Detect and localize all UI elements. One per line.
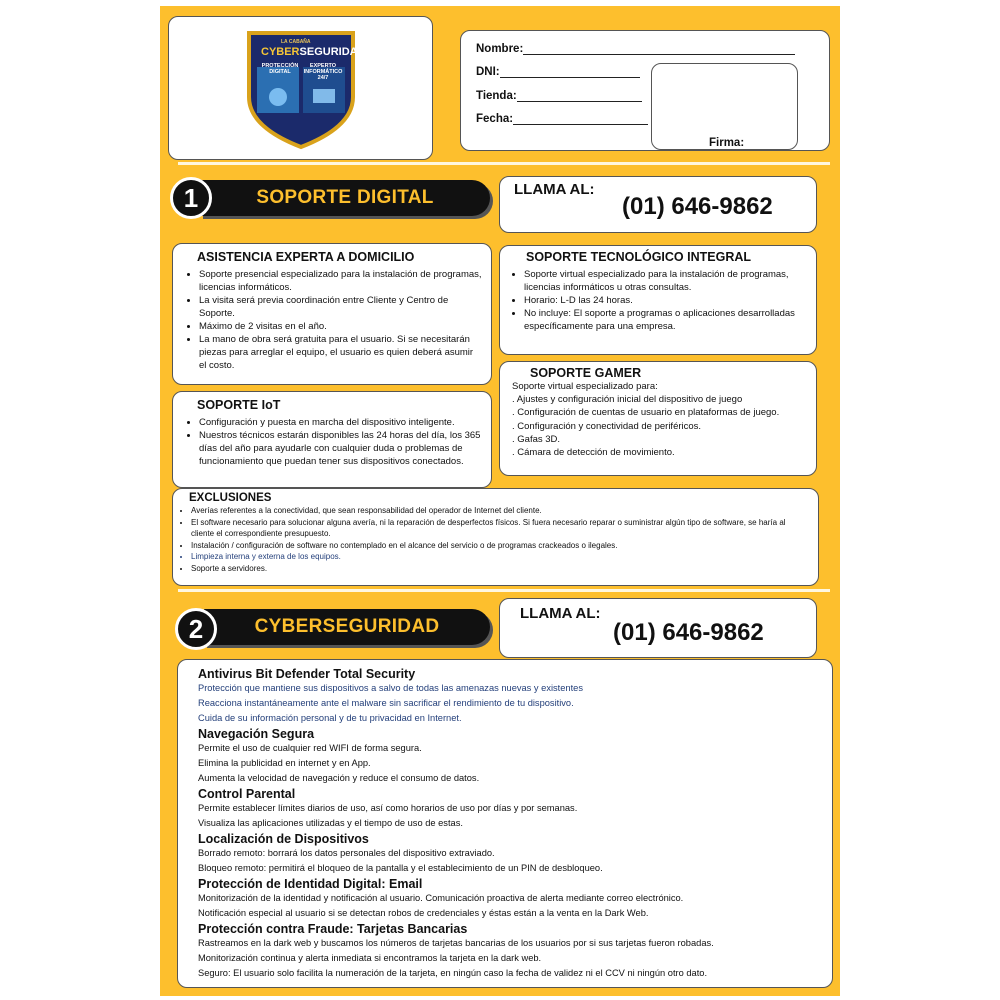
list-item: • Soporte a servidores. (191, 563, 810, 575)
tienda-field[interactable]: Tienda: (476, 90, 642, 102)
logo-left-title: PROTECCIÓN DIGITAL (261, 63, 299, 75)
localizacion-title: Localización de Dispositivos (198, 832, 369, 846)
section2-title: CYBERSEGURIDAD (254, 616, 440, 637)
list-item: • No incluye: El soporte a programas o aplicaciones desarrolladas específicamente para una empresa. (524, 307, 808, 333)
list-item: . Cámara de detección de movimiento. (512, 447, 675, 459)
control-parental-line: Visualiza las aplicaciones utilizadas y el tiempo de uso de estas. (198, 818, 463, 828)
asistencia-list (187, 268, 483, 372)
firma-label: Firma: (709, 137, 745, 149)
list-item: • El software necesario para solucionar alguna avería, ni la reparación de desperfectos físicos. Si fuera necesario reparar o suministrar algún tipo de software, se haría al cliente el correspondiente presupuesto. (191, 517, 810, 540)
list-item: • Máximo de 2 visitas en el año. (199, 320, 483, 333)
list-item: • Soporte virtual especializado para la instalación de programas, licencias informáticos u otras consultas. (524, 268, 808, 294)
fraude-line: Rastreamos en la dark web y buscamos los números de tarjetas bancarias de los usuarios por si sus tarjetas fueron robadas. (198, 938, 714, 948)
navegacion-line: Elimina la publicidad en internet y en App. (198, 758, 371, 768)
control-parental-line: Permite establecer límites diarios de uso, así como horarios de uso por días y por semanas. (198, 803, 578, 813)
list-item: • Horario: L-D las 24 horas. (524, 294, 808, 307)
asistencia-box (172, 243, 492, 385)
list-item: . Gafas 3D. (512, 433, 561, 445)
section2-title-pill (204, 609, 490, 645)
exclusiones-box (172, 488, 819, 586)
section1-call-box (499, 176, 817, 233)
antivirus-line: Reacciona instantáneamente ante el malware sin sacrificar el rendimiento de tu dispositivo. (198, 698, 574, 708)
integral-box (499, 245, 817, 355)
localizacion-line: Bloqueo remoto: permitirá el bloqueo de la pantalla y el establecimiento de un PIN de desbloqueo. (198, 863, 603, 873)
fraude-line: Seguro: El usuario solo facilita la numeración de la tarjeta, en ningún caso la fecha de validez ni el CCV ni ningún otro dato. (198, 968, 708, 978)
integral-title: SOPORTE TECNOLÓGICO INTEGRAL (526, 250, 752, 264)
logo-brand-prefix: CYBER (261, 46, 300, 58)
logo-box (168, 16, 433, 160)
asistencia-title: ASISTENCIA EXPERTA A DOMICILIO (197, 250, 415, 264)
logo-top-text: LA CABAÑA (281, 39, 311, 45)
list-item: • Limpieza interna y externa de los equipos. (191, 551, 810, 563)
list-item: . Ajustes y configuración inicial del dispositivo de juego (512, 394, 743, 406)
section1-title: SOPORTE DIGITAL (256, 187, 434, 208)
list-item: • La visita será previa coordinación entre Cliente y Centro de Soporte. (199, 294, 483, 320)
exclusiones-title: EXCLUSIONES (189, 492, 272, 504)
iot-list (187, 416, 483, 468)
logo-brand-suffix: SEGURIDAD (299, 46, 366, 58)
divider-2 (178, 589, 830, 592)
logo-right-title: EXPERTO INFORMÁTICO 24/7 (303, 63, 343, 81)
fraude-line: Monitorización continua y alerta inmediata si encontramos la tarjeta en la dark web. (198, 953, 542, 963)
navegacion-line: Permite el uso de cualquier red WIFI de forma segura. (198, 743, 422, 753)
identidad-line: Monitorización de la identidad y notificación al usuario. Comunicación proactiva de alerta mediante correo electrónico. (198, 893, 684, 903)
integral-list (512, 268, 808, 333)
list-item: • Nuestros técnicos estarán disponibles las 24 horas del día, los 365 días del año para ayudarle con cualquier duda o problemas de funcionamiento que puedan tener sus dispositivos conectados. (199, 429, 483, 468)
fecha-field[interactable]: Fecha: (476, 113, 648, 125)
antivirus-line: Protección que mantiene sus dispositivos a salvo de todas las amenazas nuevas y existentes (198, 683, 584, 693)
gamer-box (499, 361, 817, 476)
iot-title: SOPORTE IoT (197, 398, 281, 412)
list-item: • Averías referentes a la conectividad, que sean responsabilidad del operador de Internet del cliente. (191, 505, 810, 517)
dni-field[interactable]: DNI: (476, 66, 640, 78)
list-item: • La mano de obra será gratuita para el usuario. Si se necesitarán piezas para arreglar el equipo, el usuario es quien deberá asumir el costo. (199, 333, 483, 372)
gamer-intro: Soporte virtual especializado para: (512, 381, 658, 392)
section2-call-box (499, 598, 817, 658)
navegacion-line: Aumenta la velocidad de navegación y reduce el consumo de datos. (198, 773, 480, 783)
antivirus-line: Cuida de su información personal y de tu privacidad en Internet. (198, 713, 462, 723)
document-sheet (160, 6, 840, 996)
section1-number: 1 (170, 177, 212, 219)
iot-box (172, 391, 492, 488)
list-item: . Configuración de cuentas de usuario en plataformas de juego. (512, 407, 780, 419)
gamer-title: SOPORTE GAMER (530, 366, 642, 380)
section1-phone[interactable]: (01) 646-9862 (622, 193, 773, 220)
customer-form-box (460, 30, 830, 151)
navegacion-title: Navegación Segura (198, 727, 315, 741)
cyberseguridad-box (177, 659, 833, 988)
identidad-title: Protección de Identidad Digital: Email (198, 877, 423, 891)
section1-call-label: LLAMA AL: (514, 181, 595, 198)
localizacion-line: Borrado remoto: borrará los datos personales del dispositivo extraviado. (198, 848, 495, 858)
identidad-line: Notificación especial al usuario si se detectan robos de credenciales y éstas están a la venta en la Dark Web. (198, 908, 649, 918)
exclusiones-list (179, 505, 810, 574)
list-item: . Configuración y conectividad de periféricos. (512, 420, 702, 432)
divider-1 (178, 162, 830, 165)
logo-brand (261, 46, 366, 58)
list-item: • Instalación / configuración de software no contemplado en el alcance del servicio o de programas crackeados o ilegales. (191, 540, 810, 552)
antivirus-title: Antivirus Bit Defender Total Security (198, 667, 416, 681)
nombre-field[interactable]: Nombre: (476, 43, 795, 55)
list-item: • Configuración y puesta en marcha del dispositivo inteligente. (199, 416, 483, 429)
list-item: • Soporte presencial especializado para la instalación de programas, licencias informáticos. (199, 268, 483, 294)
fraude-title: Protección contra Fraude: Tarjetas Bancarias (198, 922, 468, 936)
section1-title-pill (200, 180, 490, 216)
control-parental-title: Control Parental (198, 787, 296, 801)
section2-phone[interactable]: (01) 646-9862 (613, 619, 764, 646)
section2-call-label: LLAMA AL: (520, 605, 601, 622)
section2-number: 2 (175, 608, 217, 650)
